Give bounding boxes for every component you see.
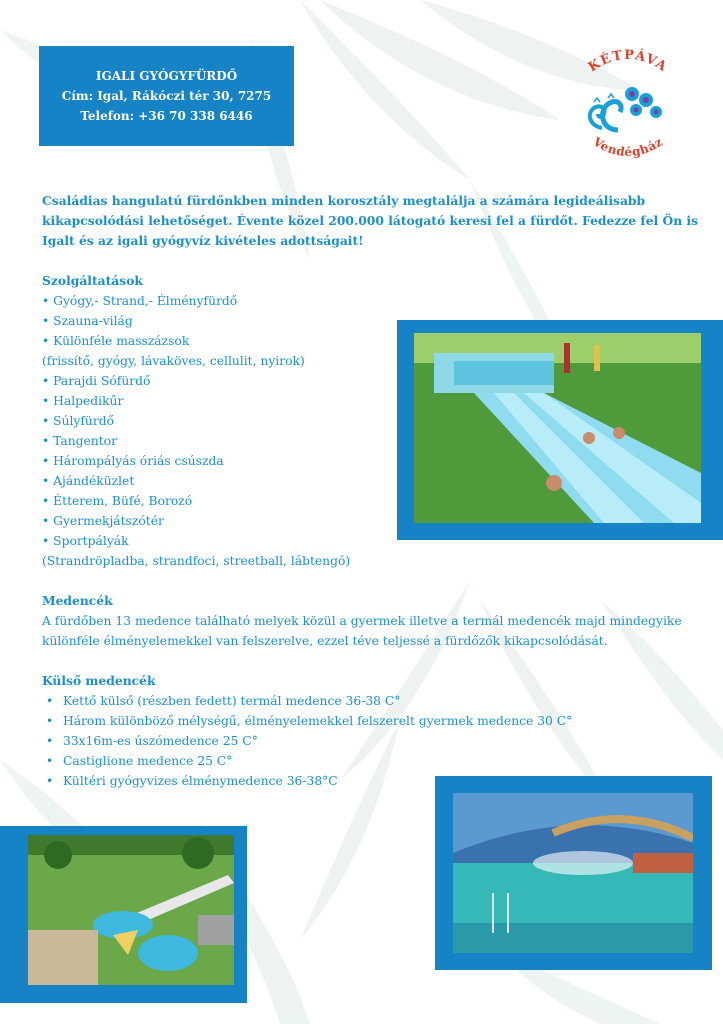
spa-name: IGALI GYÓGYFÜRDŐ bbox=[95, 69, 238, 83]
service-item: • Szauna-világ bbox=[42, 314, 133, 328]
services-heading: Szolgáltatások bbox=[42, 273, 143, 288]
pools-heading: Medencék bbox=[42, 593, 113, 608]
slide-photo bbox=[414, 333, 701, 523]
service-item: • Halpedikűr bbox=[42, 394, 124, 408]
aerial-photo bbox=[28, 835, 234, 985]
bullet-icon: • bbox=[46, 774, 54, 788]
service-item: • Különféle masszázsok bbox=[42, 334, 190, 348]
address: Cím: Igal, Rákóczi tér 30, 7275 bbox=[61, 89, 272, 103]
outdoor-item: • Castiglione medence 25 C° bbox=[42, 751, 682, 771]
logo-bottom-text: Vendégház bbox=[590, 134, 666, 160]
svg-text:Vendégház bbox=[590, 134, 666, 159]
service-item: • Sportpályák bbox=[42, 534, 129, 548]
service-item: • Parajdi Sófürdő bbox=[42, 374, 151, 388]
service-item: • Étterem, Büfé, Borozó bbox=[42, 494, 193, 508]
contact-box bbox=[39, 46, 294, 146]
bullet-icon: • bbox=[46, 754, 54, 768]
ketpava-logo bbox=[572, 38, 684, 174]
intro-line: Igalt és az igali gyógyvíz kivételes adottságait! bbox=[42, 233, 364, 248]
intro-line: kikapcsolódási lehetőséget. Évente közel 200.000 látogató keresi fel a fürdőt. Fedezze fel Ön is bbox=[42, 213, 699, 228]
service-note: (frissítő, gyógy, lávaköves, cellulit, nyirok) bbox=[42, 354, 305, 368]
intro-line: Családias hangulatú fürdőnkben minden korosztály megtalálja a számára legideálisabb bbox=[42, 193, 646, 208]
peacock-icon bbox=[590, 87, 662, 130]
service-item: • Súlyfürdő bbox=[42, 414, 115, 428]
phone: Telefon: +36 70 338 6446 bbox=[80, 109, 253, 123]
outdoor-heading: Külső medencék bbox=[42, 673, 156, 688]
service-item: • Hárompályás óriás csúszda bbox=[42, 454, 224, 468]
service-item: • Ajándéküzlet bbox=[42, 474, 135, 488]
pools-text: különféle élményelemekkel van felszerelve, ezzel téve teljessé a fürdőzők kikapcsolódását. bbox=[42, 634, 608, 648]
outdoor-item: • Kettő külső (részben fedett) termál medence 36-38 C° bbox=[42, 691, 682, 711]
outdoor-item: • Három különböző mélységű, élményelemekkel felszerelt gyermek medence 30 C° bbox=[42, 711, 682, 731]
outdoor-item: • Kültéri gyógyvizes élménymedence 36-38°C bbox=[42, 771, 682, 791]
bullet-icon: • bbox=[46, 734, 54, 748]
service-item: • Gyermekjátszótér bbox=[42, 514, 164, 528]
thermal-photo bbox=[453, 793, 693, 953]
pools-text: A fürdőben 13 medence található melyek közül a gyermek illetve a termál medencék majd mindegyike bbox=[42, 614, 682, 628]
svg-text:KÉTPÁVA bbox=[586, 47, 670, 75]
service-item: • Gyógy,- Strand,- Élményfürdő bbox=[42, 294, 238, 308]
service-note: (Strandröpladba, strandfoci, streetball, lábtengó) bbox=[42, 554, 351, 568]
bullet-icon: • bbox=[46, 714, 54, 728]
logo-top-text: KÉTPÁVA bbox=[585, 47, 671, 76]
outdoor-item: • 33x16m-es úszómedence 25 C° bbox=[42, 731, 682, 751]
service-item: • Tangentor bbox=[42, 434, 117, 448]
bullet-icon: • bbox=[46, 694, 54, 708]
